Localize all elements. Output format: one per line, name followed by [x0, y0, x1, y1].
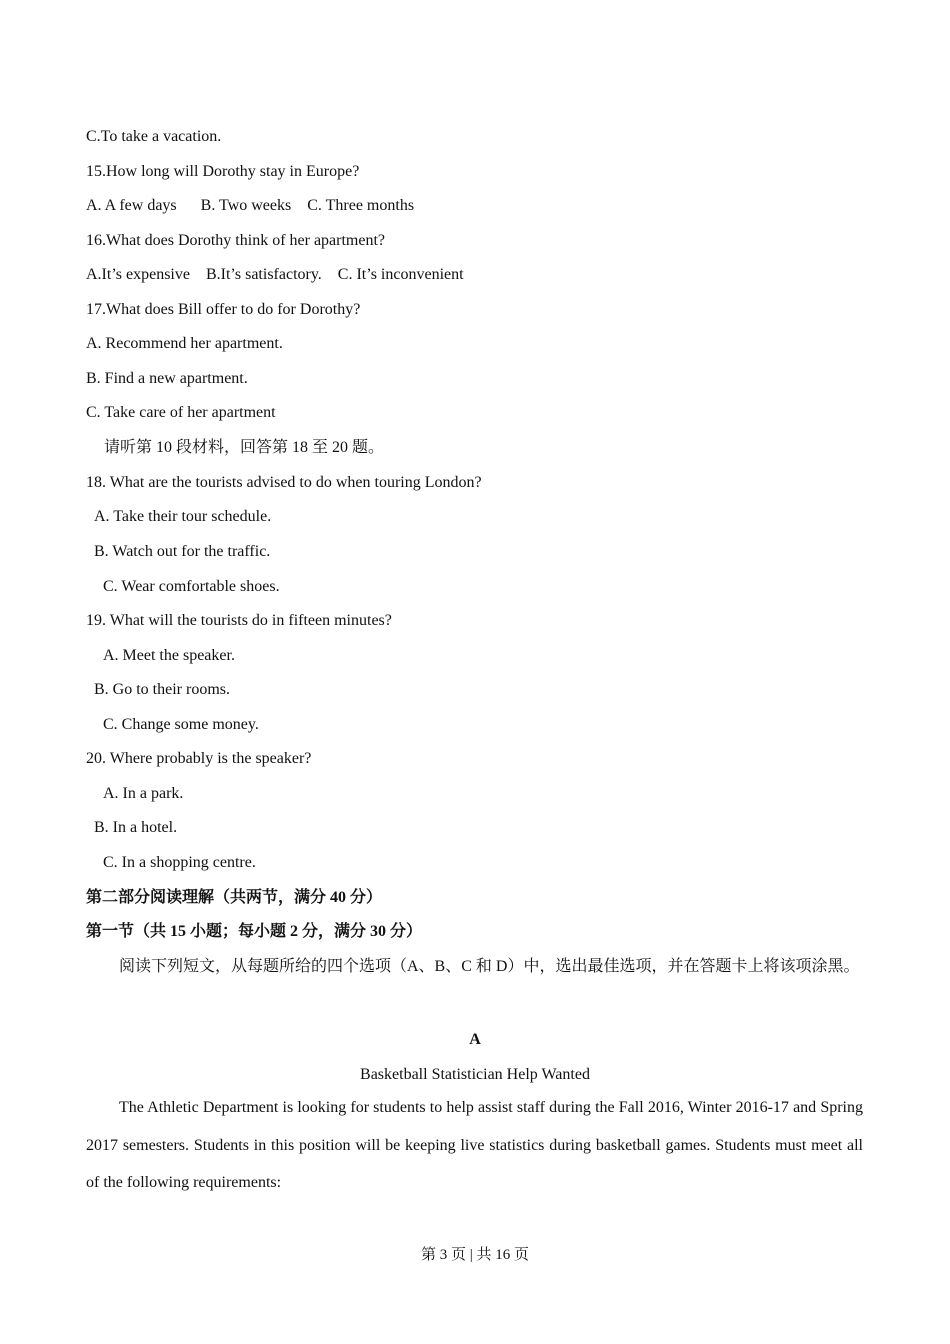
- q19-option-a: A. Meet the speaker.: [103, 647, 235, 664]
- q15-question: 15.How long will Dorothy stay in Europe?: [86, 163, 360, 180]
- q19-option-c: C. Change some money.: [103, 716, 259, 733]
- q18-option-b: B. Watch out for the traffic.: [94, 543, 271, 560]
- part2-heading: 第二部分阅读理解（共两节，满分 40 分）: [86, 889, 383, 906]
- q17-option-a: A. Recommend her apartment.: [86, 335, 283, 352]
- q18-option-a: A. Take their tour schedule.: [94, 508, 272, 525]
- q17-option-b: B. Find a new apartment.: [86, 370, 248, 387]
- q19-question: 19. What will the tourists do in fifteen minutes?: [86, 612, 392, 629]
- q17-option-c: C. Take care of her apartment: [86, 404, 276, 421]
- reading-instruction: 阅读下列短文，从每题所给的四个选项（A、B、C 和 D）中，选出最佳选项，并在答题卡上将该项涂黑。: [119, 958, 860, 975]
- passage-title: Basketball Statistician Help Wanted: [360, 1066, 590, 1083]
- q16-options: A.It’s expensive B.It’s satisfactory. C. It’s inconvenient: [86, 266, 464, 283]
- passage-letter: A: [469, 1031, 481, 1048]
- q20-option-b: B. In a hotel.: [94, 819, 178, 836]
- q16-question: 16.What does Dorothy think of her apartment?: [86, 232, 386, 249]
- q17-question: 17.What does Bill offer to do for Dorothy?: [86, 301, 361, 318]
- q20-question: 20. Where probably is the speaker?: [86, 750, 312, 767]
- q14-option-c: C.To take a vacation.: [86, 128, 222, 145]
- listening-instruction: 请听第 10 段材料，回答第 18 至 20 题。: [104, 439, 385, 456]
- q18-question: 18. What are the tourists advised to do when touring London?: [86, 474, 482, 491]
- section1-heading: 第一节（共 15 小题；每小题 2 分，满分 30 分）: [86, 923, 423, 940]
- q20-option-a: A. In a park.: [103, 785, 184, 802]
- q19-option-b: B. Go to their rooms.: [94, 681, 230, 698]
- q18-option-c: C. Wear comfortable shoes.: [103, 578, 280, 595]
- q20-option-c: C. In a shopping centre.: [103, 854, 256, 871]
- q15-options: A. A few days B. Two weeks C. Three months: [86, 197, 415, 214]
- page-footer: 第 3 页 | 共 16 页: [420, 1247, 529, 1263]
- passage-body: The Athletic Department is looking for students to help assist staff during the Fall 2016, Winter 2016-17 and Spring 2017 semesters. Students in this position will be keeping live statistics during basketball games. Students must meet all of the following requirements:: [86, 1099, 863, 1191]
